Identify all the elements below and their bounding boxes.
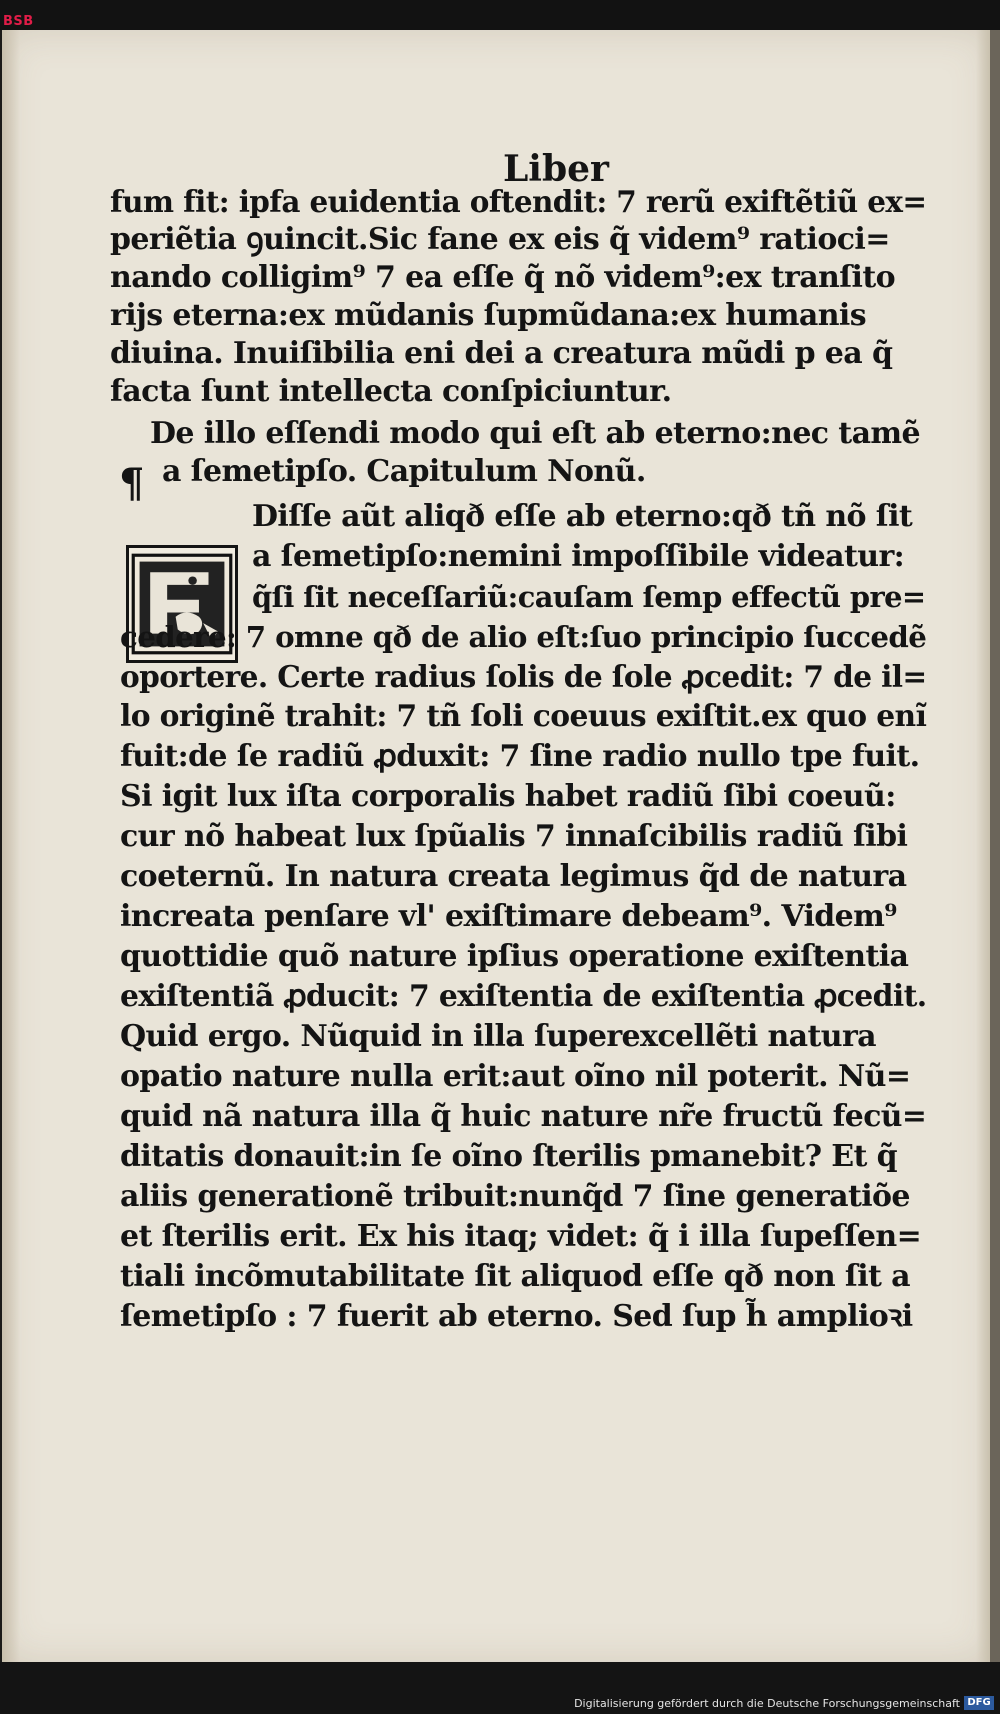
text-line: Quid ergo. Nũquid in illa ſuperexcellẽti natura [120,1019,877,1054]
text-line: coeternũ. In natura creata legimus q̃d de natura [120,859,907,894]
text-line: diuina. Inuiſibilia eni dei a creatura mũdi p ea q̃ [110,336,893,371]
text-line: oportere. Certe radius ſolis de ſole ꝓcedit: 7 de il= [120,659,927,694]
text-line: fuit:de ſe radiũ ꝓduxit: 7 ſine radio nullo tpe fuit. [120,739,920,774]
text-line: nando colligim⁹ 7 ea eſſe q̃ nõ videm⁹:ex tranſito [110,260,896,295]
text-line: lo originẽ trahit: 7 tñ ſoli coeuus exiſtit.ex quo enĩ [120,699,927,734]
footer-bar [0,1662,1000,1714]
text-line: ſemetipſo : 7 fuerit ab eterno. Sed ſup h̃ amplioꝛi [120,1299,913,1334]
top-bar [0,0,1000,30]
book-edge [990,30,1000,1662]
text-line: Diſſe aũt aliqð eſſe ab eterno:qð tñ nõ ſit [252,499,913,534]
funding-credit: Digitalisierung gefördert durch die Deutsche Forschungsgemeinschaft [574,1697,960,1710]
chapter-heading-line: a ſemetipſo. Capitulum Nonũ. [162,454,646,489]
text-line: facta ſunt intellecta conſpiciuntur. [110,374,672,409]
text-line: rijs eterna:ex mũdanis ſupmũdana:ex humanis [110,298,866,333]
text-line: q̃ſi ſit neceſſariũ:cauſam ſemp effectũ pre= [252,580,926,614]
text-line: et ſterilis erit. Ex his itaq; videt: q̃ i illa ſupeſſen= [120,1219,922,1254]
running-head: Liber [502,148,610,190]
text-line: a ſemetipſo:nemini impoſſibile videatur: [252,539,905,574]
text-line: tiali incõmutabilitate ſit aliquod eſſe qð non ſit a [120,1259,910,1294]
text-line: cedere: 7 omne qð de alio eſt:ſuo principio ſuccedẽ [120,620,927,654]
chapter-heading-line: De illo eſſendi modo qui eſt ab eterno:nec tamẽ [150,416,921,451]
bsb-logo: BSB [3,14,34,29]
text-line: quottidie quõ nature ipſius operatione exiſtentia [120,939,909,974]
text-line: aliis generationẽ tribuit:nunq̃d 7 ſine generatiõe [120,1179,910,1214]
pilcrow-icon: ¶ [119,460,145,507]
text-line: cur nõ habeat lux ſpũalis 7 innaſcibilis radiũ ſibi [120,819,908,854]
text-line: quid nã natura illa q̃ huic nature nr̃e fructũ fecũ= [120,1099,927,1134]
text-line: opatio nature nulla erit:aut oĩno nil poterit. Nũ= [120,1059,911,1094]
text-line: periẽtia ꝯuincit.Sic fane ex eis q̃ videm⁹ ratioci= [110,222,890,257]
text-line: Si igit lux iſta corporalis habet radiũ ſibi coeuũ: [120,779,896,814]
text-line: exiſtentiã ꝓducit: 7 exiſtentia de exiſtentia ꝓcedit. [120,979,927,1014]
book-page [2,30,990,1662]
page-spine-shadow [2,30,20,1662]
page-edge-shadow [976,30,990,1662]
dfg-logo: DFG [964,1696,994,1710]
text-line: increata penſare vl' exiſtimare debeam⁹. Videm⁹ [120,899,897,934]
text-line: ditatis donauit:in ſe oĩno ſterilis pmanebit? Et q̃ [120,1139,898,1174]
text-line: fum fit: ipfa euidentia oftendit: 7 rerũ exiftẽtiũ ex= [110,184,927,219]
